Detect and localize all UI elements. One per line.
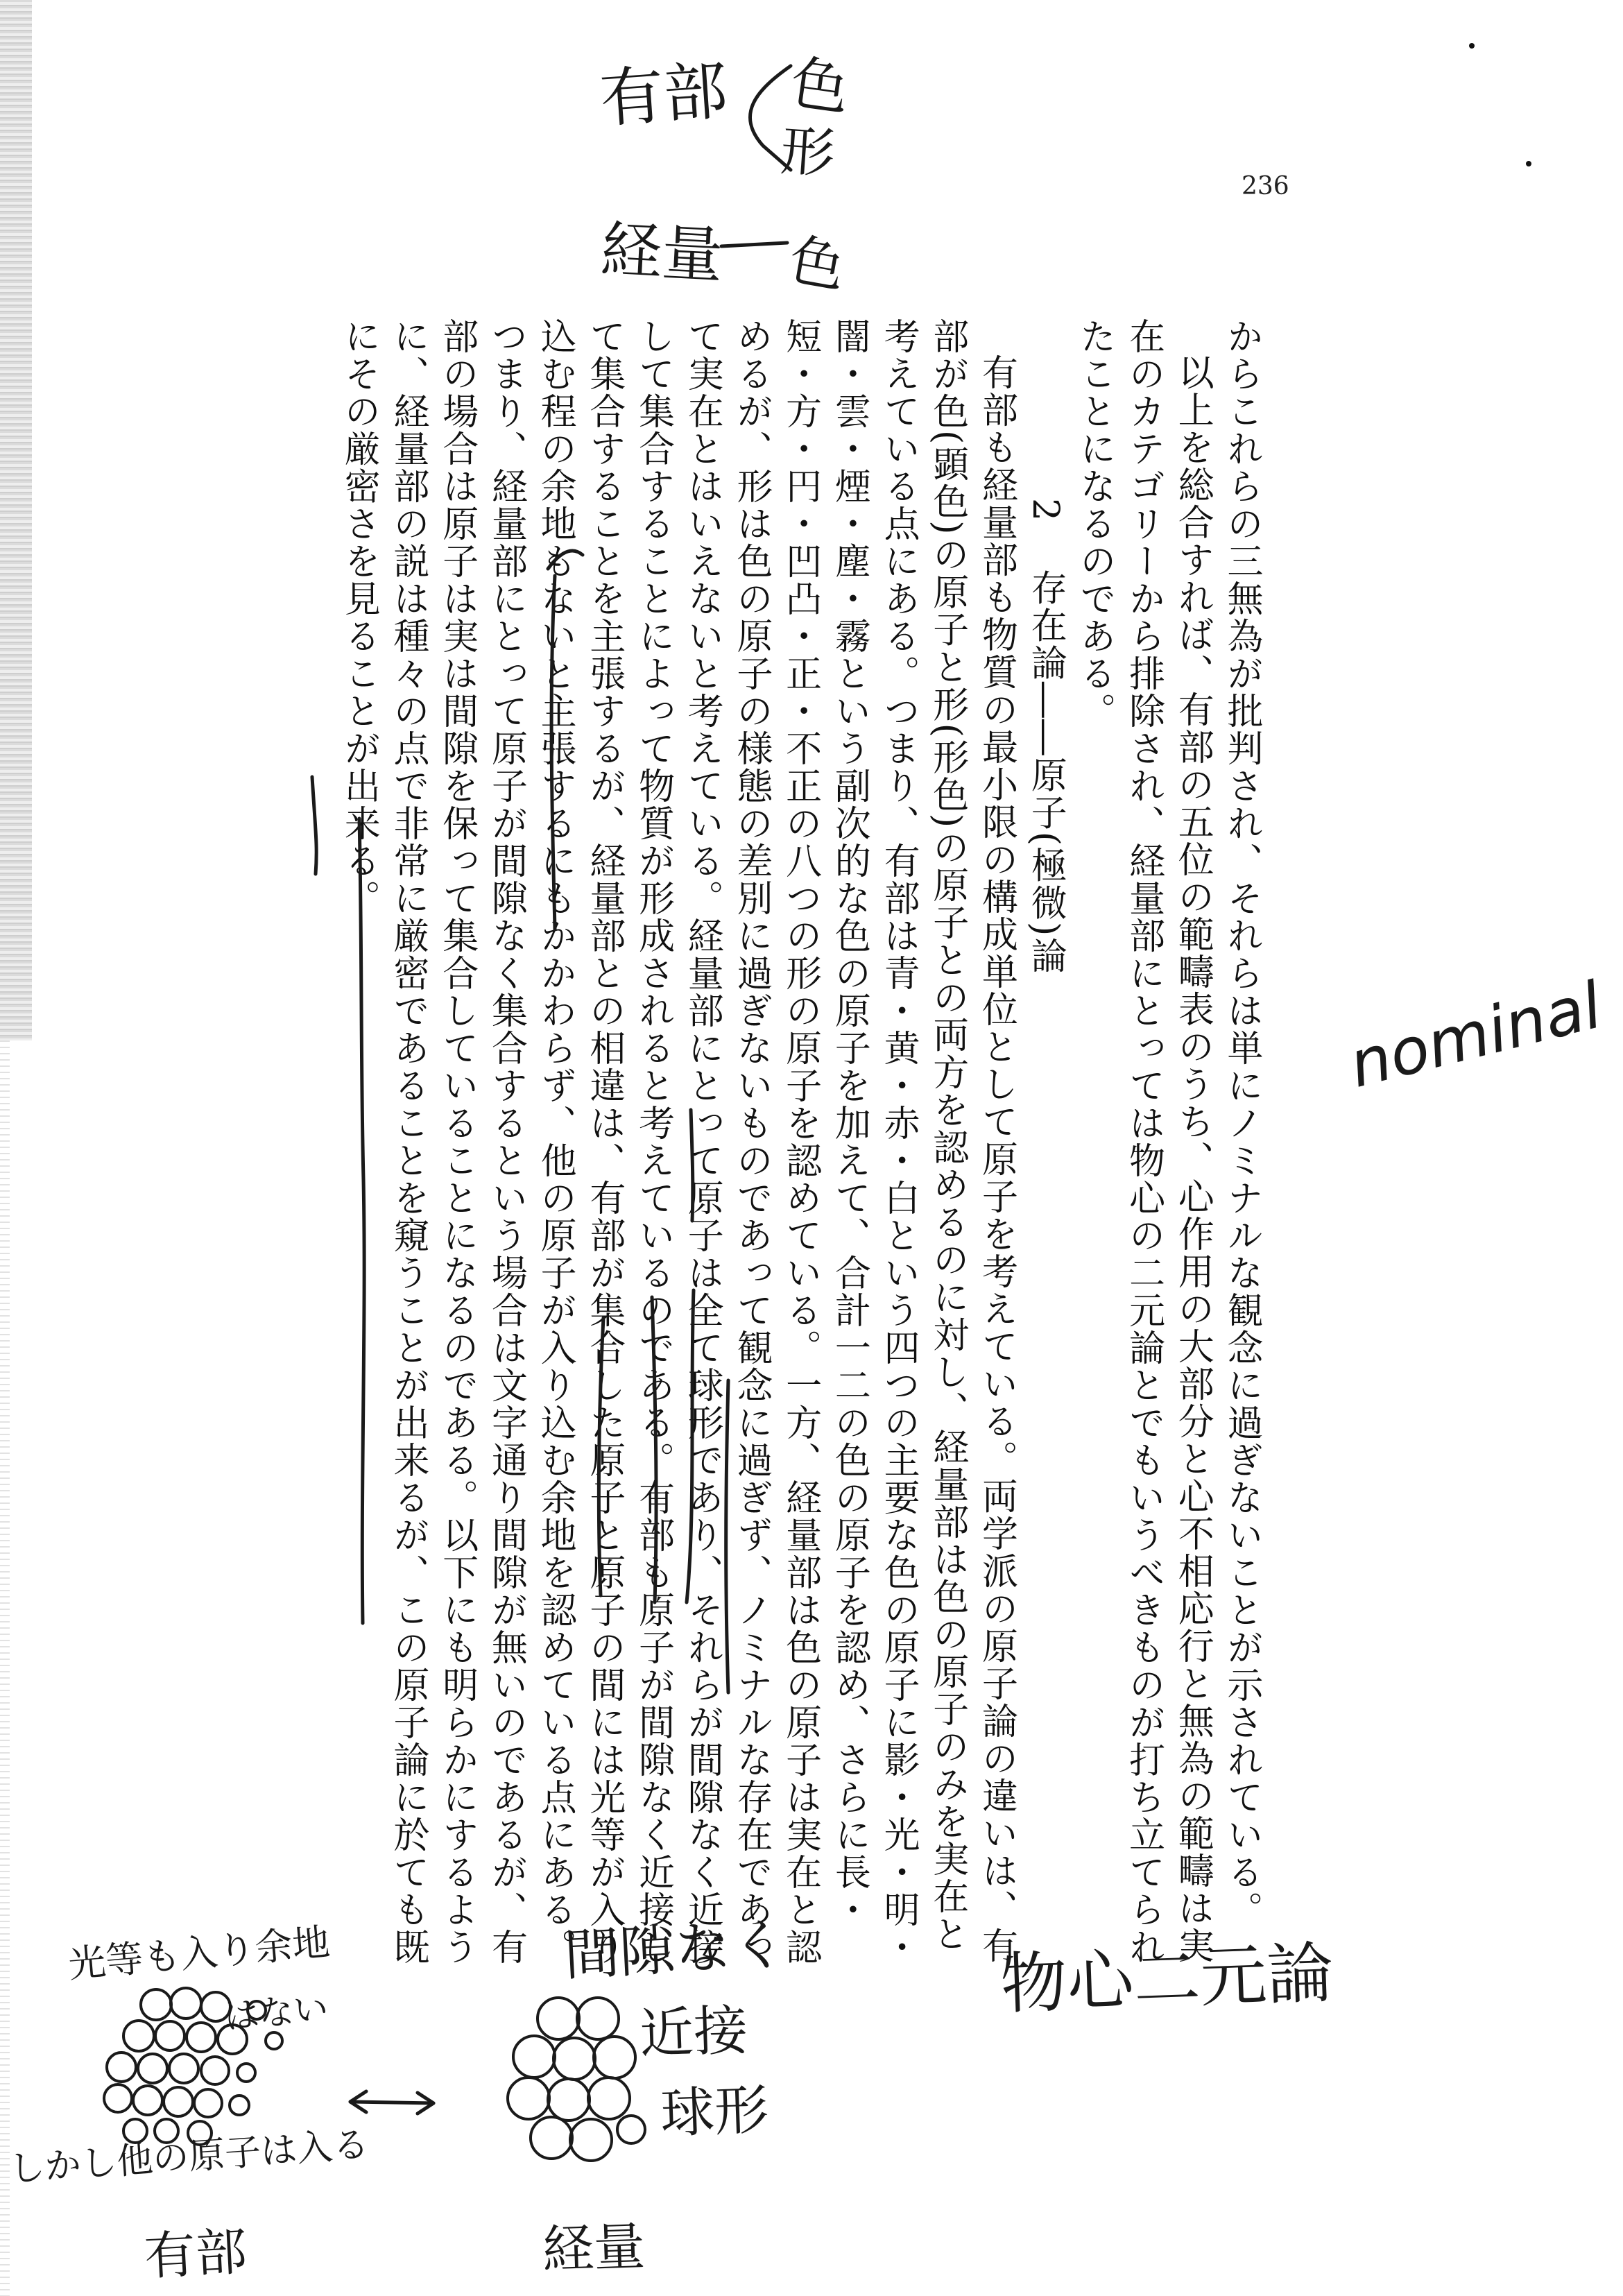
handwritten-color-1: 色	[786, 48, 854, 124]
double-arrow	[350, 2102, 433, 2103]
paragraph-atomism: 有部も経量部も物質の最小限の構成単位として原子を考えている。両学派の原子論の違いは、有部が色(顕色)の原子と形(形色)の原子との両方を認めるのに対し、経量部は色の原子のみを実在と考えている点にある。つまり、有部は青・黄・赤・白という四つの主要な色の原子に影・光・明・闇・雲・煙・塵・霧という副次的な色の原子を加えて、合計一二の色の原子を認め、さらに長・短・方・円・凹凸・正・不正の八つの形の原子を認めている。一方、経量部は色の原子は実在と認めるが、形は色の原子の様態の差別に過ぎないものであって観念に過ぎず、ノミナルな存在であって実在とはいえないと考えている。経量部にとって原子は全て球形であり、それらが間隙なく近接して集合することによって物質が形成されると考えているのである。有部も原子が間隙なく近接して集合することを主張するが、経量部との相違は、有部が集合した原子と原子の間には光等が入り込む程の余地もないと主張するにもかかわらず、他の原子が入り込む余地を認めている点にある。つまり、経量部にとって原子が間隙なく集合するという場合は文字通り間隙が無いのであるが、有部の場合は原子は実は間隙を保って集合していることになるのである。以下にも明らかにするように、経量部の説は種々の点で非常に厳密であることを窺うことが出来るが、この原子論に於ても既にその厳密さを見ることが出来る。	[338, 318, 1017, 1966]
handwritten-no-gap: 間隙なく	[562, 1912, 788, 1988]
diagram-sautrantika-atoms	[508, 1998, 645, 2161]
handwritten-shape: 形	[778, 119, 837, 187]
page-number: 236	[1242, 172, 1289, 200]
handwritten-other-atoms-enter: しかし他の原子は入る	[7, 2123, 370, 2191]
section-heading	[1020, 318, 1070, 1982]
handwritten-sarvastivada: 有部	[597, 53, 730, 137]
scan-edge-shadow-lower	[0, 1040, 10, 2296]
body-text	[87, 318, 1266, 1982]
dash-mark	[721, 243, 787, 246]
paragraph-summary: 以上を総合すれば、有部の五位の範疇表のうち、心作用の大部分と心不相応行と無為の範疇は実在のカテゴリーから排除され、経量部にとっては物心の二元論とでもいうべきものが打ち立てられたことになるのである。	[1073, 318, 1214, 1966]
speck	[1469, 43, 1475, 49]
handwritten-bottom-sarvastivada: 有部	[142, 2222, 249, 2287]
handwritten-spherical: 球形	[659, 2079, 770, 2145]
section-number: 2	[1024, 498, 1067, 523]
section-title: 存在論――原子(極微)論	[1024, 569, 1067, 975]
handwritten-color-2: 色	[784, 227, 850, 301]
double-arrow-head-left	[350, 2091, 366, 2112]
handwritten-sautrantika: 経量	[599, 213, 725, 292]
handwritten-nominal: nominal	[1342, 968, 1609, 1102]
handwritten-none: はない	[222, 1987, 330, 2037]
scan-edge-shadow	[0, 0, 32, 1040]
handwritten-no-room-for-light: 光等も入り余地	[66, 1920, 332, 1987]
handwritten-contiguous: 近接	[638, 1999, 749, 2066]
double-arrow-head-right	[418, 2093, 433, 2114]
speck	[1526, 161, 1531, 166]
paragraph-continuation: からこれらの三無為が批判され、それらは単にノミナルな観念に過ぎないことが示されている。	[1221, 318, 1262, 1928]
handwritten-bottom-sautrantika: 経量	[541, 2216, 646, 2280]
handwritten-dualism: 物心二元論	[999, 1934, 1335, 2023]
